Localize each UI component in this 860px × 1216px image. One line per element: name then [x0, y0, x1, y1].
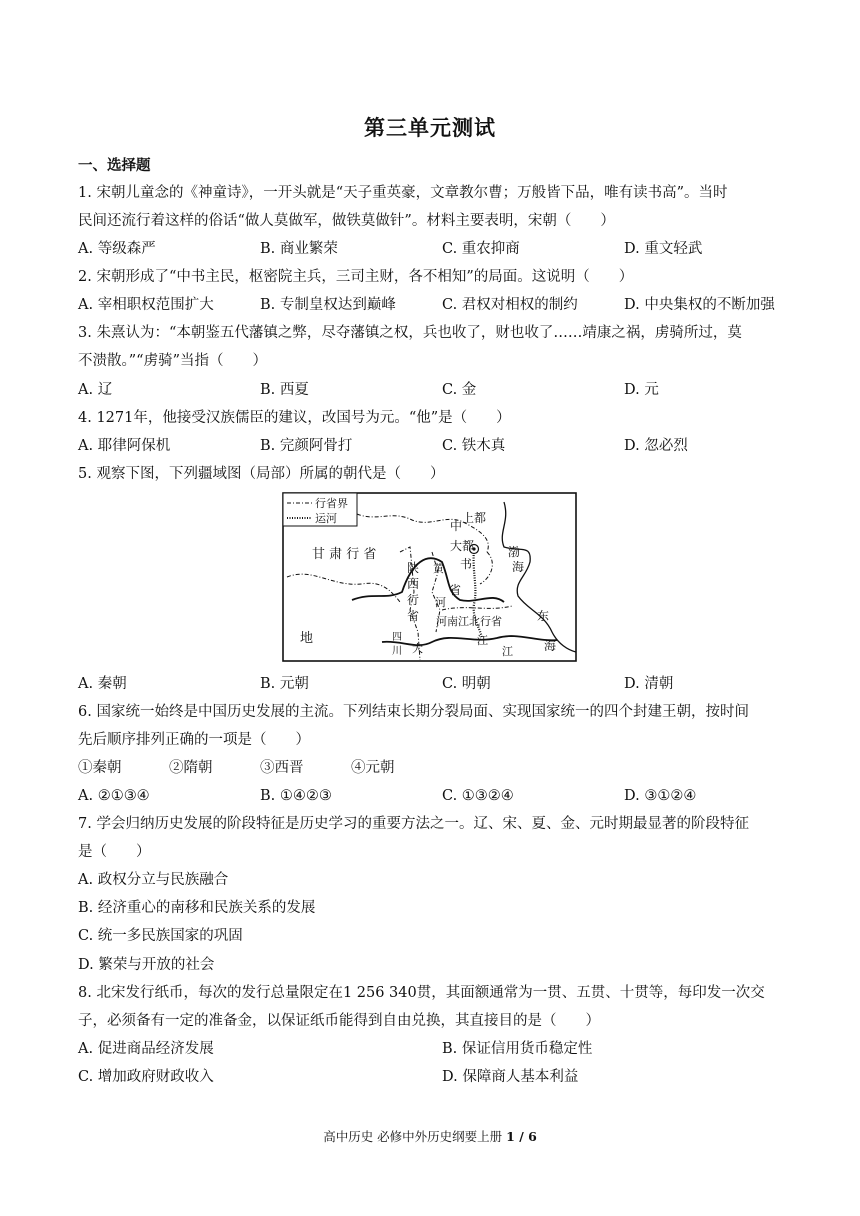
question-7-line-2: 是（ ） [78, 844, 151, 860]
label-shaanxi-1: 陕 [407, 561, 420, 575]
label-bohai-1: 渤 [508, 545, 521, 559]
label-huanghe-2: 河 [435, 596, 446, 609]
question-3-option-a: A. 辽 [78, 382, 113, 398]
question-8-option-a: A. 促进商品经济发展 [78, 1041, 214, 1057]
question-8-option-b: B. 保证信用货币稳定性 [442, 1041, 593, 1057]
question-4-option-b: B. 完颜阿骨打 [260, 438, 353, 454]
question-2-option-b: B. 专制皇权达到巅峰 [260, 297, 396, 313]
question-8-option-d: D. 保障商人基本利益 [442, 1069, 579, 1085]
question-6-item-1: ①秦朝 [78, 760, 122, 776]
label-bohai-2: 海 [512, 560, 525, 574]
question-6-item-3: ③西晋 [260, 760, 304, 776]
question-8-option-c: C. 增加政府财政收入 [78, 1069, 214, 1085]
page-title: 第三单元测试 [364, 116, 496, 140]
question-5-option-d: D. 清朝 [624, 676, 674, 692]
question-6-option-d: D. ③①②④ [624, 788, 697, 804]
label-shangdu: 上都 [462, 511, 487, 525]
question-1-option-d: D. 重文轻武 [624, 241, 703, 257]
question-7-option-b: B. 经济重心的南移和民族关系的发展 [78, 900, 316, 916]
section-heading: 一、选择题 [78, 158, 151, 174]
question-3-option-b: B. 西夏 [260, 382, 309, 398]
question-5-option-c: C. 明朝 [442, 676, 491, 692]
question-6-line-1: 6. 国家统一始终是中国历史发展的主流。下列结束长期分裂局面、实现国家统一的四个封建王朝，按时间 [78, 704, 749, 720]
question-2-option-c: C. 君权对相权的制约 [442, 297, 578, 313]
label-zhongshu-3: 省 [449, 583, 462, 597]
question-4-option-c: C. 铁木真 [442, 438, 506, 454]
question-7-option-c: C. 统一多民族国家的巩固 [78, 928, 243, 944]
question-7-line-1: 7. 学会归纳历史发展的阶段特征是历史学习的重要方法之一。辽、宋、夏、金、元时期最显著的阶段特征 [78, 816, 749, 832]
label-sichuan-1: 四 [392, 632, 402, 643]
question-3-option-c: C. 金 [442, 382, 477, 398]
page-footer [0, 1127, 860, 1145]
question-1-option-a: A. 等级森严 [78, 241, 156, 257]
footer-course: 高中历史 必修中外历史纲要上册 [323, 1129, 507, 1144]
question-3-option-d: D. 元 [624, 382, 659, 398]
question-1-option-c: C. 重农抑商 [442, 241, 520, 257]
label-gansu: 甘 肃 行 省 [312, 547, 377, 562]
question-1-line-2: 民间还流行着这样的俗话“做人莫做军，做铁莫做针”。材料主要表明，宋朝（ ） [78, 213, 615, 229]
footer-page-number: 1 / 6 [506, 1129, 537, 1144]
question-3-line-2: 不溃散。”“虏骑”当指（ ） [78, 353, 267, 369]
label-huanghe-1: 黄 [433, 562, 444, 575]
question-3-line-1: 3. 朱熹认为：“本朝鉴五代藩镇之弊，尽夺藩镇之权，兵也收了，财也收了……靖康之祸，虏骑所过，莫 [78, 325, 742, 341]
question-6-item-4: ④元朝 [351, 760, 395, 776]
question-8-line-1: 8. 北宋发行纸币，每次的发行总量限定在1 256 340贯，其面额通常为一贯、五贯、十贯等，每印发一次交 [78, 985, 765, 1001]
question-8-line-2: 子，必须备有一定的准备金，以保证纸币能得到自由兑换，其直接目的是（ ） [78, 1013, 600, 1029]
question-4-line-1: 4. 1271年，他接受汉族儒臣的建议，改国号为元。“他”是（ ） [78, 410, 511, 426]
question-2-option-a: A. 宰相职权范围扩大 [78, 297, 214, 313]
question-2-line-1: 2. 宋朝形成了“中书主民，枢密院主兵，三司主财，各不相知”的局面。这说明（ ） [78, 269, 634, 285]
question-5-line-1: 5. 观察下图，下列疆域图（局部）所属的朝代是（ ） [78, 466, 445, 482]
territory-map-svg [282, 492, 577, 662]
question-6-option-c: C. ①③②④ [442, 788, 514, 804]
territory-map [282, 492, 577, 662]
legend-border-label: 行省界 [315, 497, 348, 510]
label-donghai-2: 海 [544, 639, 557, 653]
label-donghai-1: 东 [537, 609, 550, 623]
label-zhongshu-1: 中 [450, 519, 463, 533]
question-1-line-1: 1. 宋朝儿童念的《神童诗》，一开头就是“天子重英豪，文章教尔曹；万般皆下品，唯有读书高”。当时 [78, 185, 728, 201]
question-7-option-d: D. 繁荣与开放的社会 [78, 957, 215, 973]
question-5-option-a: A. 秦朝 [78, 676, 127, 692]
question-7-option-a: A. 政权分立与民族融合 [78, 872, 229, 888]
question-6-line-2: 先后顺序排列正确的一项是（ ） [78, 732, 310, 748]
question-4-option-a: A. 耶律阿保机 [78, 438, 171, 454]
label-zhongshu-2: 书 [460, 557, 473, 571]
question-1-option-b: B. 商业繁荣 [260, 241, 338, 257]
label-henan: 河南江北行省 [436, 615, 502, 628]
question-2-option-d: D. 中央集权的不断加强 [624, 297, 775, 313]
label-shaanxi-4: 省 [407, 609, 420, 623]
legend-canal-label: 运河 [315, 512, 337, 525]
label-dajiang-2: 江 [477, 634, 488, 647]
label-shaanxi-2: 西 [407, 577, 420, 591]
label-sichuan-2: 川 [392, 646, 402, 657]
label-dajiang-3: 江 [502, 645, 513, 658]
label-dadu: 大都 [450, 539, 475, 553]
label-shaanxi-3: 行 [407, 593, 420, 607]
question-6-option-b: B. ①④②③ [260, 788, 332, 804]
label-di: 地 [300, 631, 314, 646]
question-5-option-b: B. 元朝 [260, 676, 309, 692]
label-dajiang-1: 大 [412, 642, 423, 655]
question-4-option-d: D. 忽必烈 [624, 438, 688, 454]
question-6-option-a: A. ②①③④ [78, 788, 150, 804]
question-6-item-2: ②隋朝 [169, 760, 213, 776]
